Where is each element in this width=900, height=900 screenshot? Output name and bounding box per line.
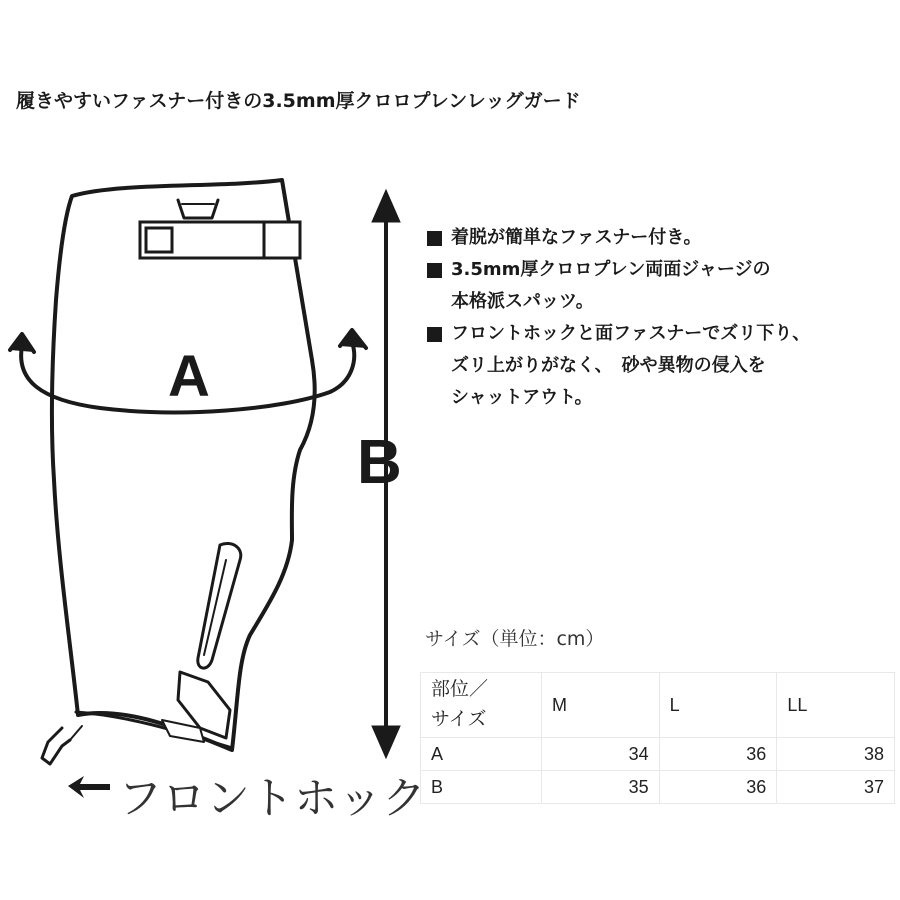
page-title: 履きやすいファスナー付きの3.5mm厚クロロプレンレッグガード — [16, 90, 581, 112]
table-cell: 36 — [659, 738, 777, 771]
size-header-m: M — [542, 673, 660, 738]
square-bullet-icon — [427, 327, 442, 342]
part-size-header: 部位／ サイズ — [421, 673, 542, 738]
feature-item — [427, 254, 887, 318]
dimension-label-b: B — [357, 428, 402, 497]
size-header-l: L — [659, 673, 777, 738]
square-bullet-icon — [427, 263, 442, 278]
feature-text: 着脱が簡単なファスナー付き。 — [451, 227, 702, 248]
feature-text: シャットアウト。 — [451, 387, 593, 408]
row-label: B — [421, 771, 542, 804]
feature-list — [427, 222, 887, 414]
table-row — [421, 771, 895, 804]
table-cell: 34 — [542, 738, 660, 771]
feature-text: 3.5mm厚クロロプレン両面ジャージの — [451, 259, 771, 280]
feature-text: 本格派スパッツ。 — [451, 291, 594, 312]
feature-item — [427, 318, 887, 414]
dimension-label-a: A — [168, 344, 210, 409]
table-row — [421, 738, 895, 771]
size-header-ll: LL — [777, 673, 895, 738]
table-cell: 35 — [542, 771, 660, 804]
leg-guard-illustration — [0, 0, 420, 830]
row-label: A — [421, 738, 542, 771]
zipper-slot — [198, 543, 241, 668]
front-hook-label: フロントホック — [118, 773, 426, 824]
size-table — [420, 672, 895, 804]
feature-item — [427, 222, 887, 254]
square-bullet-icon — [427, 231, 442, 246]
feature-text: フロントホックと面ファスナーでズリ下り、 — [451, 323, 811, 344]
feature-text: ズリ上がりがなく、 砂や異物の侵入を — [451, 355, 766, 376]
collar-notch — [178, 200, 218, 218]
table-cell: 38 — [777, 738, 895, 771]
leg-guard-outline — [52, 180, 315, 750]
table-cell: 36 — [659, 771, 777, 804]
size-table-caption: サイズ（単位：cm） — [425, 628, 605, 650]
table-cell: 37 — [777, 771, 895, 804]
front-hook-shape — [42, 728, 70, 764]
velcro-strap — [140, 222, 300, 258]
size-table-header-row — [421, 673, 895, 738]
